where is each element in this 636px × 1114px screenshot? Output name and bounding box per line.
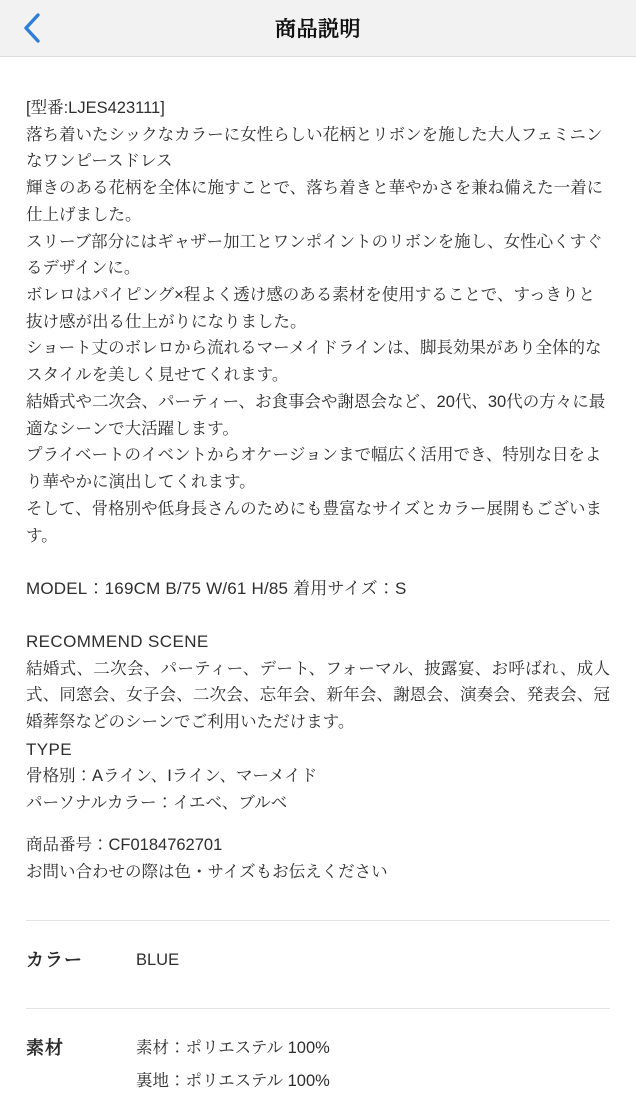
- type-line-2: パーソナルカラー：イエベ、ブルベ: [26, 793, 288, 812]
- description-paragraph-3: スリーブ部分にはギャザー加工とワンポイントのリボンを施し、女性心くすぐるデザインに。: [26, 232, 603, 278]
- chevron-left-icon: [22, 12, 42, 44]
- model-spec-line: MODEL：169CM B/75 W/61 H/85 着用サイズ：S: [26, 579, 407, 599]
- description-paragraph-4: ボレロはパイピング×程よく透け感のある素材を使用することで、すっきりと抜け感が出る仕上がりになりました。: [26, 286, 595, 331]
- description-content: [0, 57, 636, 1114]
- description-paragraph-5: ショート丈のボレロから流れるマーメイドラインは、脚長効果があり全体的なスタイルを美しく見せてくれます。: [26, 339, 602, 385]
- inquiry-note-line: お問い合わせの際は色・サイズもお伝えください: [26, 863, 388, 882]
- description-paragraph-7: プライベートのイベントからオケージョンまで幅広く活用でき、特別な日をより華やかに演出してくれます。: [26, 446, 602, 492]
- attribute-label: カラー: [26, 949, 83, 970]
- attribute-value-line: 裏地：ポリエステル 100%: [136, 1071, 330, 1090]
- description-paragraph-1: 落ち着いたシックなカラーに女性らしい花柄とリボンを施した大人フェミニンなワンピースドレス: [26, 125, 603, 171]
- recommend-scene-heading: RECOMMEND SCENE: [26, 632, 209, 652]
- model-code-line: [型番:LJES423111]: [26, 99, 165, 117]
- attribute-value-line: BLUE: [136, 950, 180, 969]
- spacer: [26, 602, 610, 628]
- attribute-row-material: [26, 1009, 610, 1094]
- page-title: 商品説明: [275, 18, 361, 41]
- page-header: [0, 0, 636, 57]
- back-button[interactable]: [10, 0, 54, 56]
- spacer: [26, 816, 610, 832]
- description-paragraph-8: そして、骨格別や低身長さんのためにも豊富なサイズとカラー展開もございます。: [26, 499, 602, 545]
- attribute-label: 素材: [26, 1037, 64, 1058]
- type-line-1: 骨格別：Aライン、Iライン、マーメイド: [26, 766, 318, 785]
- description-paragraph-2: 輝きのある花柄を全体に施すことで、落ち着きと華やかさを兼ね備えた一着に仕上げました。: [26, 179, 604, 224]
- spacer: [26, 549, 610, 575]
- spacer: [26, 1094, 610, 1114]
- attribute-value: [136, 947, 610, 974]
- attribute-value: [136, 1035, 610, 1094]
- type-heading: TYPE: [26, 739, 73, 759]
- item-number-line: 商品番号：CF0184762701: [26, 836, 223, 855]
- attribute-row-color: [26, 921, 610, 974]
- description-paragraph-6: 結婚式や二次会、パーティー、お食事会や謝恩会など、20代、30代の方々に最適なシーンで大活躍します。: [26, 392, 606, 438]
- attribute-value-line: 素材：ポリエステル 100%: [136, 1038, 330, 1057]
- recommend-scene-body: 結婚式、二次会、パーティー、デート、フォーマル、披露宴、お呼ばれ、成人式、同窓会、女子会、二次会、忘年会、新年会、謝恩会、演奏会、発表会、冠婚葬祭などのシーンでご利用いただけます。: [26, 659, 610, 732]
